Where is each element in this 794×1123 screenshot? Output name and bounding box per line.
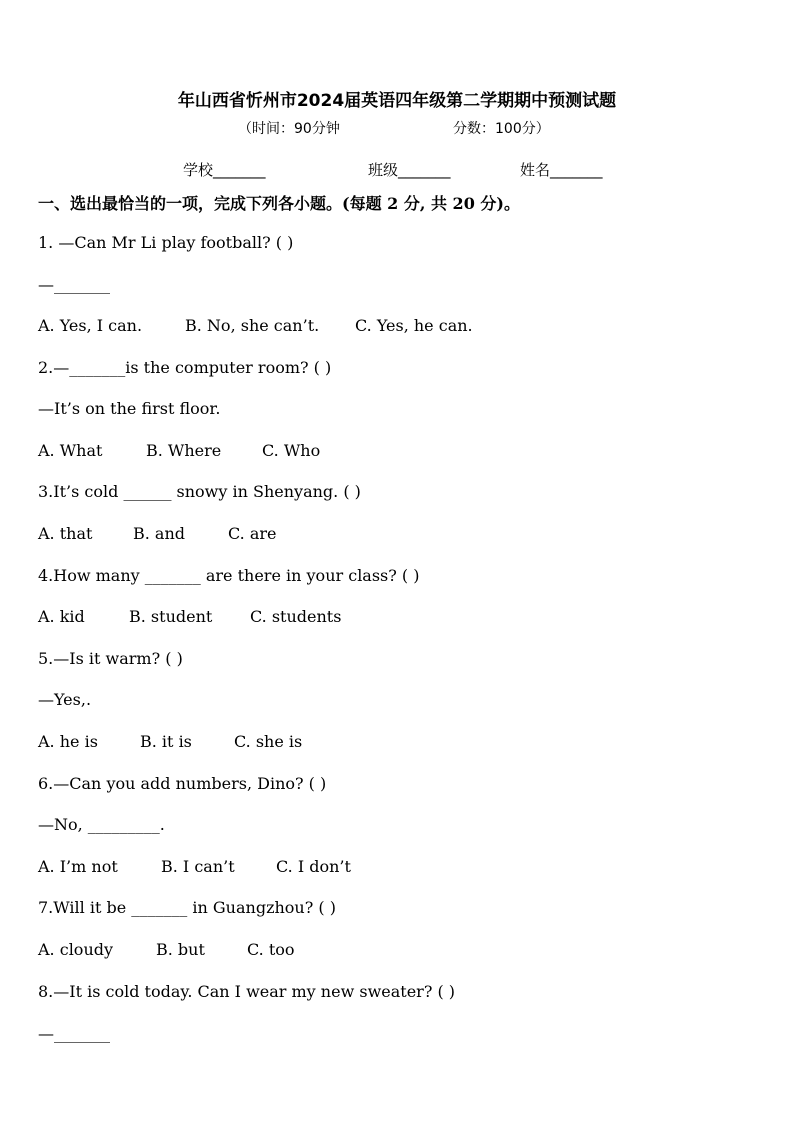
section-heading: 一、选出最恰当的一项，完成下列各小题。(每题 2 分, 共 20 分)。	[38, 194, 520, 213]
option-a[interactable]: A. that	[38, 524, 93, 543]
question-stem: 1. —Can Mr Li play football? ( )	[38, 233, 294, 252]
question-reply: —_______	[38, 1024, 110, 1043]
class-field: 班级_______	[368, 161, 451, 179]
question-stem: 3.It’s cold ______ snowy in Shenyang. ( )	[38, 482, 361, 501]
option-b[interactable]: B. No, she can’t.	[185, 316, 320, 335]
option-c[interactable]: C. Who	[262, 441, 321, 460]
option-c[interactable]: C. Yes, he can.	[355, 316, 473, 335]
option-a[interactable]: A. cloudy	[38, 940, 114, 959]
question-reply: —Yes,.	[38, 690, 92, 709]
option-c[interactable]: C. students	[250, 607, 342, 626]
question-reply: —It’s on the first floor.	[38, 399, 221, 418]
option-c[interactable]: C. are	[228, 524, 277, 543]
question-stem: 6.—Can you add numbers, Dino? ( )	[38, 774, 327, 793]
question-stem: 2.—_______is the computer room? ( )	[38, 358, 332, 377]
option-b[interactable]: B. and	[133, 524, 186, 543]
question-stem: 7.Will it be _______ in Guangzhou? ( )	[38, 898, 336, 917]
name-field: 姓名_______	[520, 161, 603, 179]
option-b[interactable]: B. I can’t	[161, 857, 235, 876]
score-label: 分数：100分）	[453, 121, 550, 137]
school-field: 学校_______	[183, 161, 266, 179]
exam-title: 年山西省忻州市2024届英语四年级第二学期期中预测试题	[177, 91, 617, 111]
option-b[interactable]: B. it is	[140, 732, 192, 751]
question-reply: —No, _________.	[38, 815, 165, 834]
option-b[interactable]: B. Where	[146, 441, 222, 460]
option-c[interactable]: C. she is	[234, 732, 303, 751]
option-a[interactable]: A. Yes, I can.	[38, 316, 143, 335]
option-c[interactable]: C. I don’t	[276, 857, 351, 876]
question-stem: 8.—It is cold today. Can I wear my new sweater? ( )	[38, 982, 456, 1001]
question-stem: 5.—Is it warm? ( )	[38, 649, 183, 668]
option-b[interactable]: B. but	[156, 940, 205, 959]
option-a[interactable]: A. he is	[38, 732, 98, 751]
question-stem: 4.How many _______ are there in your class? ( )	[38, 566, 420, 585]
question-reply: —_______	[38, 275, 110, 294]
option-c[interactable]: C. too	[247, 940, 295, 959]
option-a[interactable]: A. What	[38, 441, 103, 460]
time-label: （时间：90分钟	[238, 121, 340, 137]
option-a[interactable]: A. I’m not	[38, 857, 118, 876]
option-a[interactable]: A. kid	[38, 607, 85, 626]
option-b[interactable]: B. student	[129, 607, 213, 626]
